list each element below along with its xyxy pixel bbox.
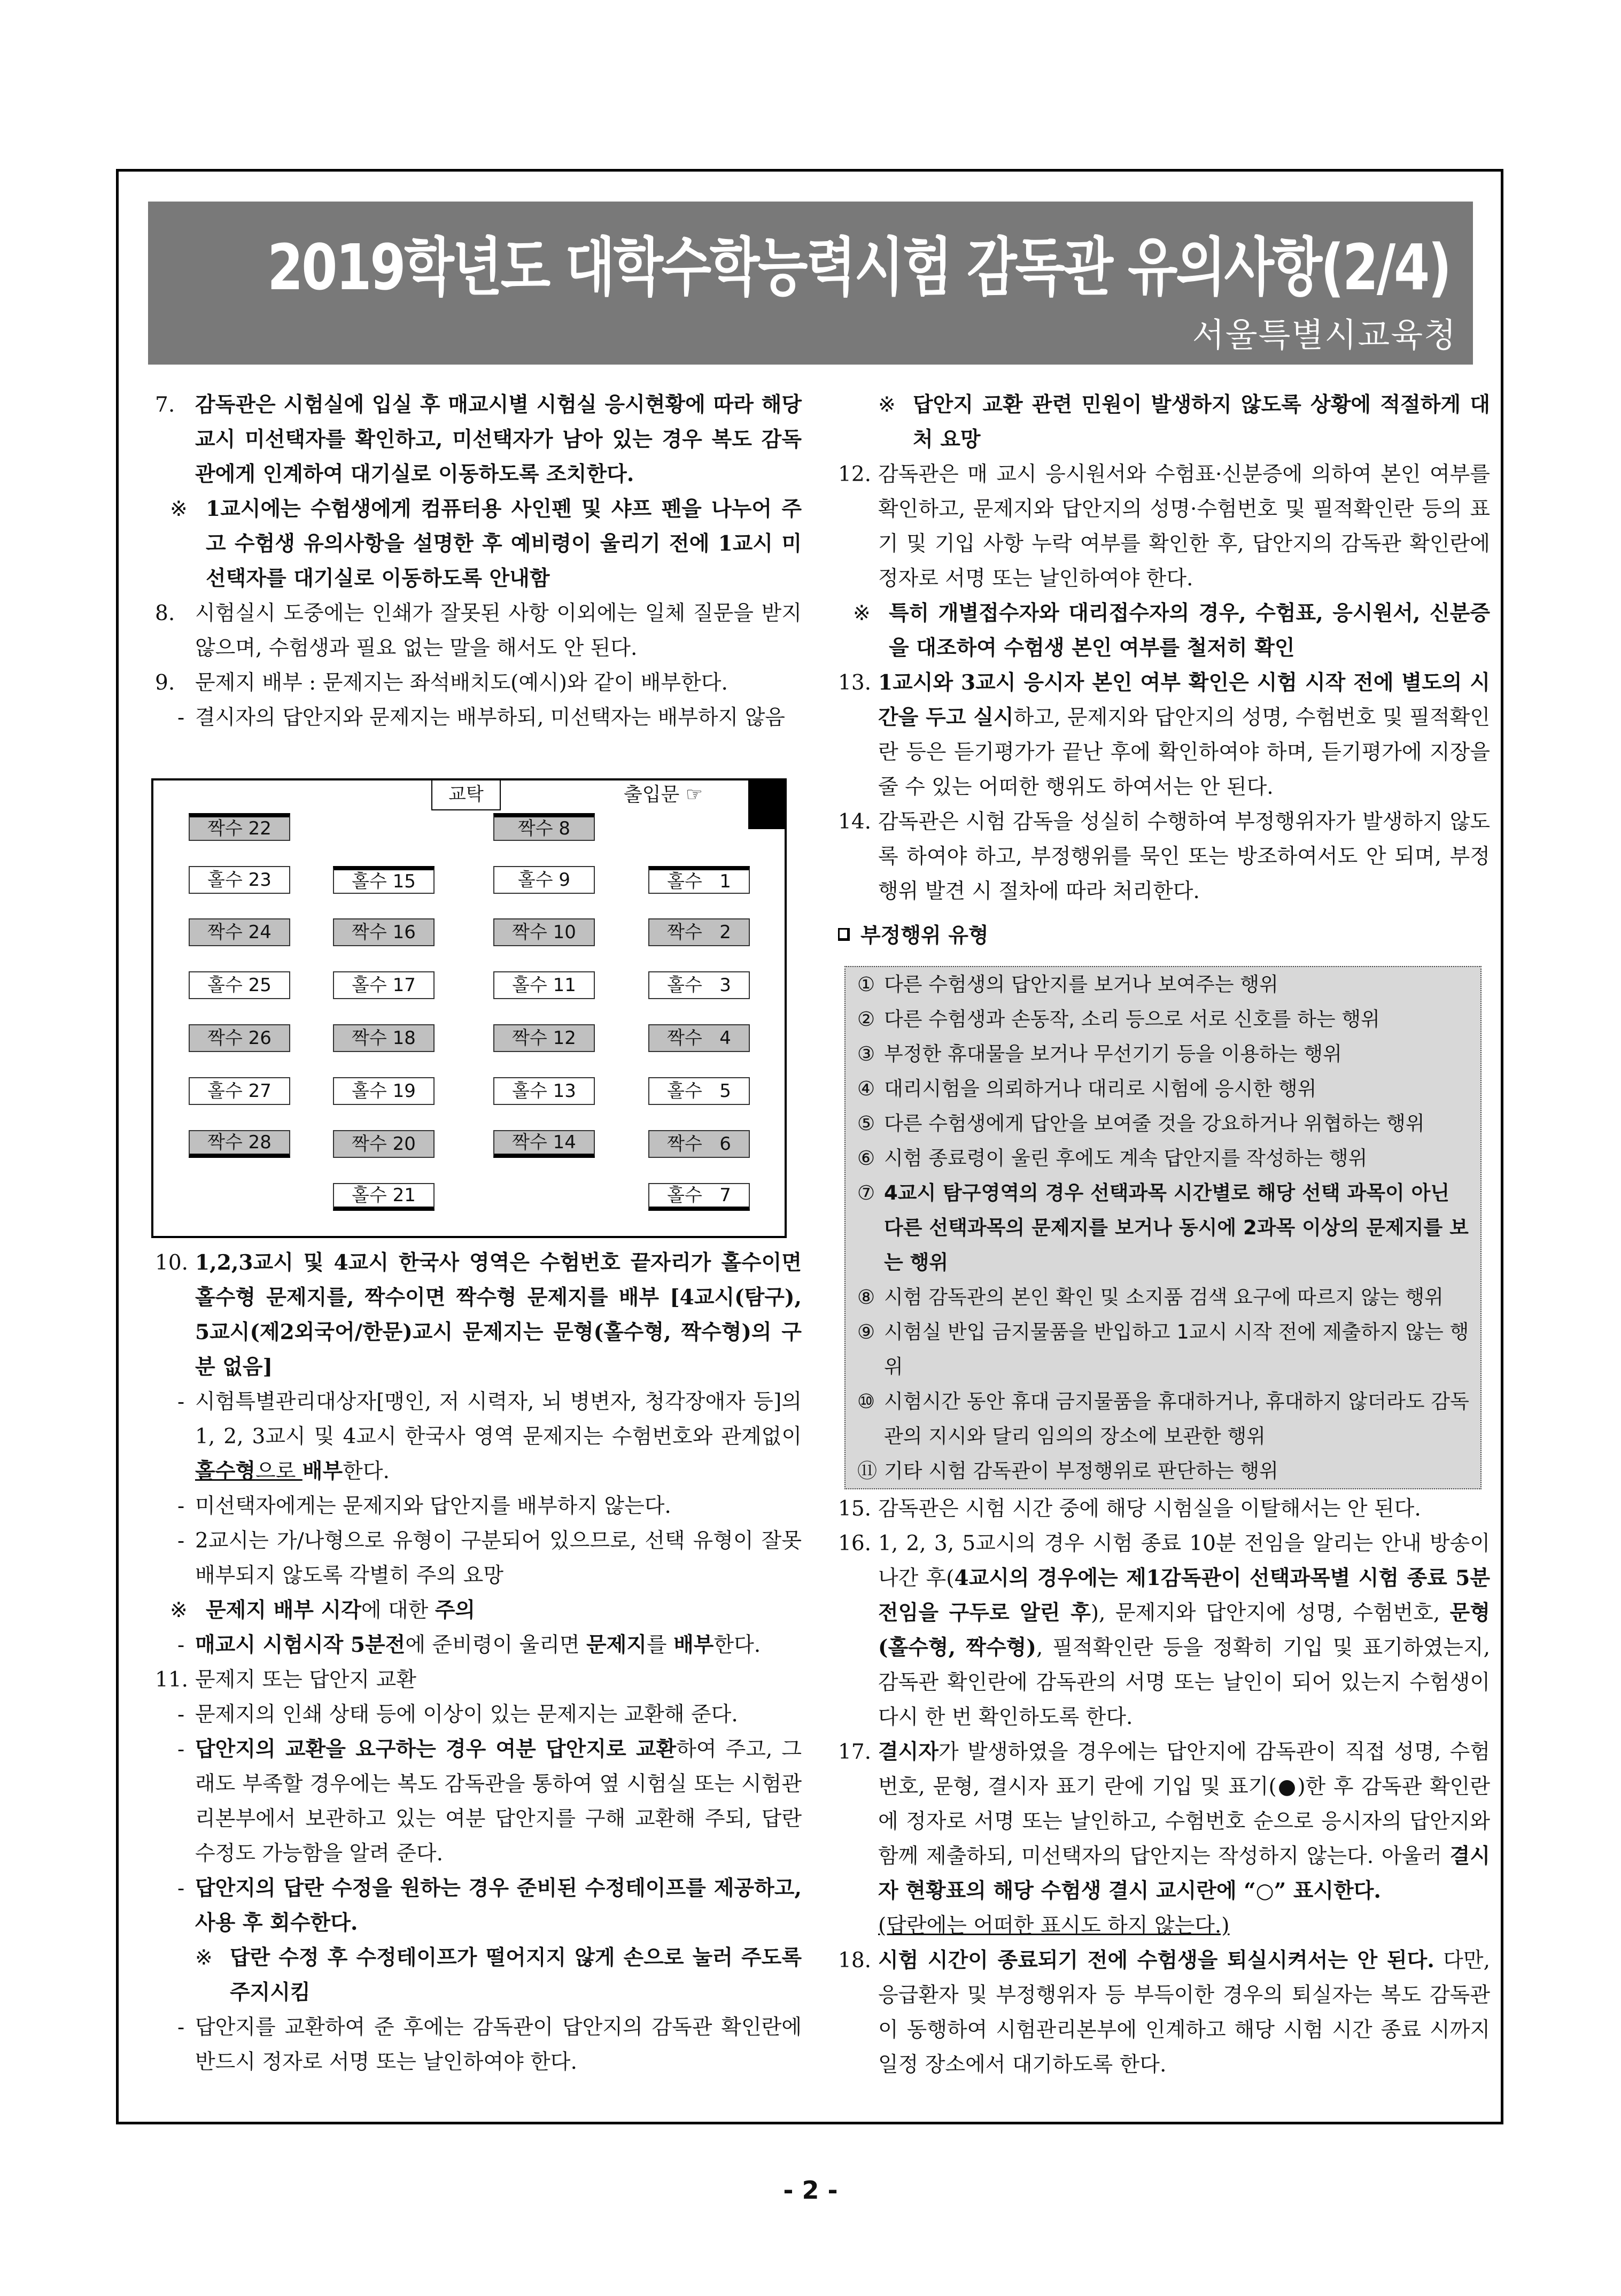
circled-number-icon: ① [857, 973, 875, 996]
item-14: 14. 감독관은 시험 감독을 성실히 수행하여 부정행위자가 발생하지 않도록 하여야 하고, 부정행위를 묵인 또는 방조하여서도 안 되며, 부정행위 발견 시 절차에 따라 처리한다. [838, 810, 1490, 903]
item-10-note: ※ 문제지 배부 시각에 대한 주의 [155, 1593, 802, 1628]
filled-mark-icon: ● [1276, 1775, 1298, 1799]
item-12-note: ※ 특히 개별접수자와 대리접수자의 경우, 수험표, 응시원서, 신분증을 대조하여 수험생 본인 여부를 철저히 확인 [838, 596, 1490, 666]
page-number: - 2 - [783, 2176, 838, 2205]
item-11-sub-4: - 답안지를 교환하여 준 후에는 감독관이 답안지의 감독관 확인란에 반드시 정자로 서명 또는 날인하여야 한다. [177, 2015, 802, 2074]
seat-even: 짝수 22 [189, 813, 290, 841]
seat-odd: 홀수 15 [333, 866, 435, 894]
seat-even: 짝수 8 [493, 813, 595, 841]
fraud-type-item: ⑦ 4교시 탐구영역의 경우 선택과목 시간별로 해당 선택 과목이 아닌 다른 선택과목의 문제지를 보거나 동시에 2과목 이상의 문제지를 보는 행위 [857, 1176, 1473, 1280]
fraud-section-title: 부정행위 유형 [838, 918, 1490, 953]
seat-even: 짝수 20 [333, 1130, 435, 1158]
seat-odd: 홀수 17 [333, 971, 435, 999]
circled-number-icon: ⑥ [857, 1147, 875, 1170]
circled-number-icon: ④ [857, 1077, 875, 1100]
item-8: 8. 시험실시 도중에는 인쇄가 잘못된 사항 이외에는 일체 질문을 받지 않으며, 수험생과 필요 없는 말을 해서도 안 된다. [155, 601, 802, 660]
seat-odd: 홀수 19 [333, 1077, 435, 1105]
teacher-desk: 교탁 [431, 780, 501, 810]
fraud-type-item: ① 다른 수험생의 답안지를 보거나 보여주는 행위 [857, 967, 1473, 1002]
exchange-note: ※ 답안지 교환 관련 민원이 발생하지 않도록 상황에 적절하게 대처 요망 [838, 388, 1490, 457]
item-15: 15. 감독관은 시험 시간 중에 해당 시험실을 이탈해서는 안 된다. [838, 1497, 1421, 1521]
seat-even: 짝수 2 [648, 918, 750, 946]
seat-even: 짝수 4 [648, 1024, 750, 1052]
seat-even: 짝수 24 [189, 918, 290, 946]
fraud-type-item: ④ 대리시험을 의뢰하거나 대리로 시험에 응시한 행위 [857, 1071, 1473, 1106]
item-7: 7. 감독관은 시험실에 입실 후 매교시별 시험실 응시현황에 따라 해당 교시 미선택자를 확인하고, 미선택자가 남아 있는 경우 복도 감독관에게 인계하여 대기실로 이동하도록 조치한다. [155, 392, 802, 486]
note-mark-icon: ※ [195, 1946, 213, 1970]
seat-even: 짝수 18 [333, 1024, 435, 1052]
left-column [155, 388, 802, 735]
seat-even: 짝수 16 [333, 918, 435, 946]
seat-odd: 홀수 21 [333, 1183, 435, 1211]
item-11-sub-3: - 답안지의 답란 수정을 원하는 경우 준비된 수정테이프를 제공하고, 사용 후 회수한다. [177, 1876, 802, 1935]
item-11-sub-2: - 답안지의 교환을 요구하는 경우 여분 답안지로 교환하여 주고, 그래도 부족할 경우에는 복도 감독관을 통하여 옆 시험실 또는 시험관리본부에서 보관하고 있는 여분 답안지를 구해 교환해 주되, 답란 수정도 가능함을 알려 준다. [177, 1737, 802, 1866]
fraud-type-item: ⑥ 시험 종료령이 울린 후에도 계속 답안지를 작성하는 행위 [857, 1141, 1473, 1176]
item-9: 9. 문제지 배부 : 문제지는 좌석배치도(예시)와 같이 배부한다. [155, 671, 728, 695]
seat-even: 짝수 26 [189, 1024, 290, 1052]
item-16: 16. 1, 2, 3, 5교시의 경우 시험 종료 10분 전임을 알리는 안내 방송이 나간 후(4교시의 경우에는 제1감독관이 선택과목별 시험 종료 5분 전임을 구두로 알린 후), 문제지와 답안지에 성명, 수험번호, 문형(홀수형, 짝수형), 필적확인란 등을 정확히 기입 및 표기하였는지, 감독관 확인란에 감독관의 서명 또는 날인이 되어 있는지 수험생이 다시 한 번 확인하도록 한다. [838, 1532, 1491, 1729]
item-11-sub-1: - 문제지의 인쇄 상태 등에 이상이 있는 문제지는 교환해 준다. [177, 1703, 738, 1727]
seat-odd: 홀수 1 [648, 866, 750, 894]
fraud-type-item: ③ 부정한 휴대물을 보거나 무선기기 등을 이용하는 행위 [857, 1037, 1473, 1071]
page-title: 2019학년도 대학수학능력시험 감독관 유의사항(2/4) [267, 230, 1450, 304]
item-11: 11. 문제지 또는 답안지 교환 [155, 1668, 416, 1692]
item-10: 10. 1,2,3교시 및 4교시 한국사 영역은 수험번호 끝자리가 홀수이면 홀수형 문제지를, 짝수이면 짝수형 문제지를 배부 [4교시(탐구), 5교시(제2외국어/한문)교시 문제지는 문형(홀수형, 짝수형)의 구분 없음] [155, 1250, 802, 1379]
note-mark-icon: ※ [878, 393, 896, 417]
seat-even: 짝수 28 [189, 1130, 290, 1158]
seat-odd: 홀수 11 [493, 971, 595, 999]
fraud-type-item: ② 다른 수험생과 손동작, 소리 등으로 서로 신호를 하는 행위 [857, 1002, 1473, 1037]
seat-even: 짝수 6 [648, 1130, 750, 1158]
fraud-type-item: ⑨ 시험실 반입 금지물품을 반입하고 1교시 시작 전에 제출하지 않는 행위 [857, 1315, 1473, 1384]
circled-number-icon: ② [857, 1008, 875, 1031]
circled-number-icon: ⑧ [857, 1286, 875, 1309]
fraud-type-item: ⑩ 시험시간 동안 휴대 금지물품을 휴대하거나, 휴대하지 않더라도 감독관의 지시와 달리 임의의 장소에 보관한 행위 [857, 1384, 1473, 1454]
seat-odd: 홀수 25 [189, 971, 290, 999]
fraud-types-box [844, 966, 1482, 1489]
item-11-note: ※ 답란 수정 후 수정테이프가 떨어지지 않게 손으로 눌러 주도록 주지시킴 [155, 1941, 802, 2010]
fraud-type-item: ⑤ 다른 수험생에게 답안을 보여줄 것을 강요하거나 위협하는 행위 [857, 1106, 1473, 1141]
seat-odd: 홀수 7 [648, 1183, 750, 1211]
seat-odd: 홀수 27 [189, 1077, 290, 1105]
item-13: 13. 1교시와 3교시 응시자 본인 여부 확인은 시험 시작 전에 별도의 시간을 두고 실시하고, 문제지와 답안지의 성명, 수험번호 및 필적확인란 등은 듣기평가가 끝난 후에 확인하여야 하며, 듣기평가에 지장을 줄 수 있는 어떠한 행위도 하여서는 안 된다. [838, 670, 1490, 799]
item-12: 12. 감독관은 매 교시 응시원서와 수험표·신분증에 의하여 본인 여부를 확인하고, 문제지와 답안지의 성명·수험번호 및 필적확인란 등의 표기 및 기입 사항 누락 여부를 확인한 후, 답안지의 감독관 확인란에 정자로 서명 또는 날인하여야 한다. [838, 462, 1490, 591]
left-column-lower [155, 1246, 802, 2079]
seat-even: 짝수 14 [493, 1130, 595, 1158]
checkbox-square-icon [838, 928, 850, 941]
item-17: 17. 결시자가 발생하였을 경우에는 답안지에 감독관이 직접 성명, 수험번호, 문형, 결시자 표기 란에 기입 및 표기(●)한 후 감독관 확인란에 정자로 서명 또는 날인하고, 수험번호 순으로 응시자의 답안지와 함께 제출하되, 미선택자의 답안지는 작성하지 않는다. 아울러 결시자 현황표의 해당 수험생 결시 교시란에 “○” 표시한다. (답란에는 어떠한 표시도 하지 않는다.) [838, 1740, 1491, 1938]
item-9-sub: - 결시자의 답안지와 문제지는 배부하되, 미선택자는 배부하지 않음 [177, 706, 785, 730]
fraud-type-item: ⑪ 기타 시험 감독관이 부정행위로 판단하는 행위 [857, 1454, 1473, 1488]
item-10-sub-1: - 시험특별관리대상자[맹인, 저 시력자, 뇌 병변자, 청각장애자 등]의 1, 2, 3교시 및 4교시 한국사 영역 문제지는 수험번호와 관계없이 홀수형으로 배부한다. [177, 1390, 802, 1483]
circled-number-icon: ⑪ [857, 1459, 877, 1482]
door-label: 출입문 ☞ [624, 784, 703, 806]
seat-odd: 홀수 23 [189, 866, 290, 894]
circled-number-icon: ⑩ [857, 1390, 875, 1413]
note-mark-icon: ※ [170, 1598, 188, 1622]
item-7-note: ※ 1교시에는 수험생에게 컴퓨터용 사인펜 및 샤프 펜을 나누어 주고 수험생 유의사항을 설명한 후 예비령이 울리기 전에 1교시 미선택자를 대기실로 이동하도록 안내함 [155, 492, 802, 596]
circled-number-icon: ③ [857, 1042, 875, 1065]
item-18: 18. 시험 시간이 종료되기 전에 수험생을 퇴실시켜서는 안 된다. 다만, 응급환자 및 부정행위자 등 부득이한 경우의 퇴실자는 복도 감독관이 동행하여 시험관리본부에 인계하고 해당 시험 시간 종료 시까지 일정 장소에서 대기하도록 한다. [838, 1948, 1490, 2077]
item-10-sub-2: - 미선택자에게는 문제지와 답안지를 배부하지 않는다. [177, 1494, 671, 1518]
seating-chart [151, 778, 787, 1238]
fraud-type-item: ⑧ 시험 감독관의 본인 확인 및 소지품 검색 요구에 따르지 않는 행위 [857, 1280, 1473, 1315]
item-10-sub-3: - 2교시는 가/나형으로 유형이 구분되어 있으므로, 선택 유형이 잘못 배부되지 않도록 각별히 주의 요망 [177, 1529, 802, 1588]
circled-number-icon: ⑤ [857, 1112, 875, 1135]
title-banner [148, 202, 1473, 365]
circled-number-icon: ⑦ [857, 1181, 875, 1204]
seat-even: 짝수 12 [493, 1024, 595, 1052]
note-mark-icon: ※ [170, 497, 188, 521]
circled-number-icon: ⑨ [857, 1320, 875, 1343]
seat-odd: 홀수 13 [493, 1077, 595, 1105]
note-mark-icon: ※ [853, 601, 871, 625]
seat-odd: 홀수 5 [648, 1077, 750, 1105]
seat-odd: 홀수 3 [648, 971, 750, 999]
issuer-name: 서울특별시교육청 [1192, 315, 1457, 354]
item-10-sub-4: - 매교시 시험시작 5분전에 준비령이 울리면 문제지를 배부한다. [177, 1633, 761, 1657]
door-block [748, 778, 787, 829]
right-column [838, 388, 1490, 2082]
seat-odd: 홀수 9 [493, 866, 595, 894]
seat-even: 짝수 10 [493, 918, 595, 946]
